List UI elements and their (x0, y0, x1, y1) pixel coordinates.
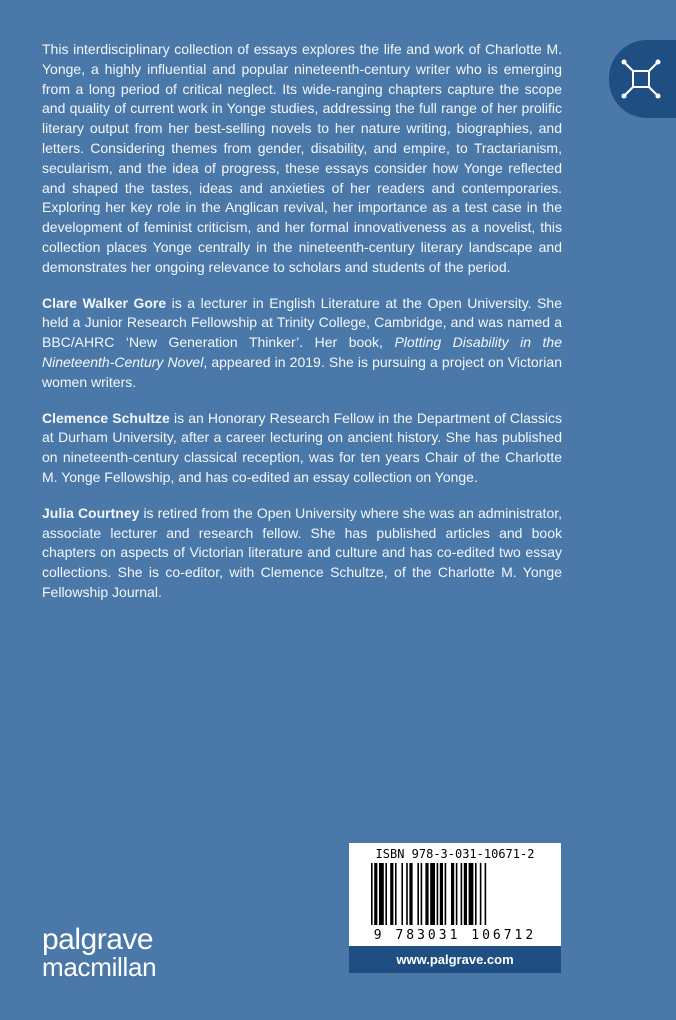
publisher-logo (42, 923, 157, 982)
barcode-bar (385, 863, 387, 925)
barcode (367, 863, 543, 929)
bio-name: Clemence Schultze (42, 409, 170, 426)
barcode-bar (425, 863, 428, 925)
barcode-bar (421, 863, 423, 925)
barcode-bar (461, 863, 463, 925)
isbn-label: ISBN 978-3-031-10671-2 (375, 847, 535, 861)
cover-text (42, 40, 562, 619)
barcode-bar (469, 863, 474, 925)
barcode-bar (475, 863, 477, 925)
barcode-bar (409, 863, 412, 925)
logo-line-2: macmillan (42, 952, 157, 982)
logo-line-1: palgrave (42, 923, 154, 956)
blurb: This interdisciplinary collection of essays explores the life and work of Charlotte M. Yonge, a highly influential and popular nineteenth-century writer who is emerging from a long period of critical neglect. Its wide-ranging chapters capture the scope and quality of current work in Yonge studies, addressing the full range of her prolific literary output from her best-selling novels to her nature writing, biographies, and letters. Considering themes from gender, disability, and empire, to Tractarianism, secularism, and the idea of progress, these essays consider how Yonge reflected and shaped the tastes, ideas and anxieties of her readers and contemporaries. Exploring her key role in the Anglican revival, her importance as a test case in the development of feminist criticism, and her formal innovativeness as a novelist, this collection places Yonge centrally in the nineteenth-century literary landscape and demonstrates her ongoing relevance to scholars and students of the period. (42, 41, 562, 275)
bio-name: Clare Walker Gore (42, 294, 167, 311)
bio-text: is a lecturer in English Literature at the Open University. She held a Junior Research Fellowship at Trinity College, Cambridge, and was named a BBC/AHRC ‘New Generation Thinker’. Her book, (42, 294, 562, 351)
bio-text: is an Honorary Research Fellow in the Department of Classics at Durham University, after a career lecturing on ancient history. She has published on nineteenth-century classical reception, was for ten years Chair of the Charlotte M. Yonge Fellowship, and has co-edited an essay collection on Yonge. (42, 409, 562, 485)
bio-book-title: Plotting Disability in the Nineteenth-Century Novel (42, 334, 562, 370)
barcode-box (349, 843, 561, 946)
ean-digits: 9 783031 106712 (373, 928, 537, 943)
barcode-bar (371, 863, 373, 925)
bio-text-after: , appeared in 2019. She is pursuing a project on Victorian women writers. (42, 353, 562, 390)
bio-3 (42, 504, 562, 603)
barcode-bar (445, 863, 447, 925)
barcode-bar (464, 863, 467, 925)
barcode-bar (451, 863, 454, 925)
barcode-bar (485, 863, 487, 925)
barcode-bar (390, 863, 393, 925)
bio-1 (42, 294, 562, 393)
bio-text: is retired from the Open University where she was an administrator, associate lecturer and research fellow. She has published articles and book chapters on aspects of Victorian literature and culture and has co-edited two essay collections. She is co-editor, with Clemence Schultze, of the Charlotte M. Yonge Fellowship Journal. (42, 504, 563, 600)
bio-name: Julia Courtney (42, 504, 140, 521)
barcode-bar (440, 863, 443, 925)
barcode-bar (456, 863, 458, 925)
publisher-url: www.palgrave.com (349, 946, 561, 973)
barcode-bar (374, 863, 377, 925)
barcode-bar (401, 863, 403, 925)
barcode-bar (480, 863, 482, 925)
barcode-bar (437, 863, 439, 925)
barcode-bar (417, 863, 419, 925)
bio-2 (42, 409, 562, 488)
network-node-icon (621, 58, 661, 100)
barcode-bar (430, 863, 435, 925)
barcode-bar (406, 863, 408, 925)
barcode-bar (379, 863, 384, 925)
barcode-bar (395, 863, 397, 925)
series-badge (609, 40, 676, 118)
